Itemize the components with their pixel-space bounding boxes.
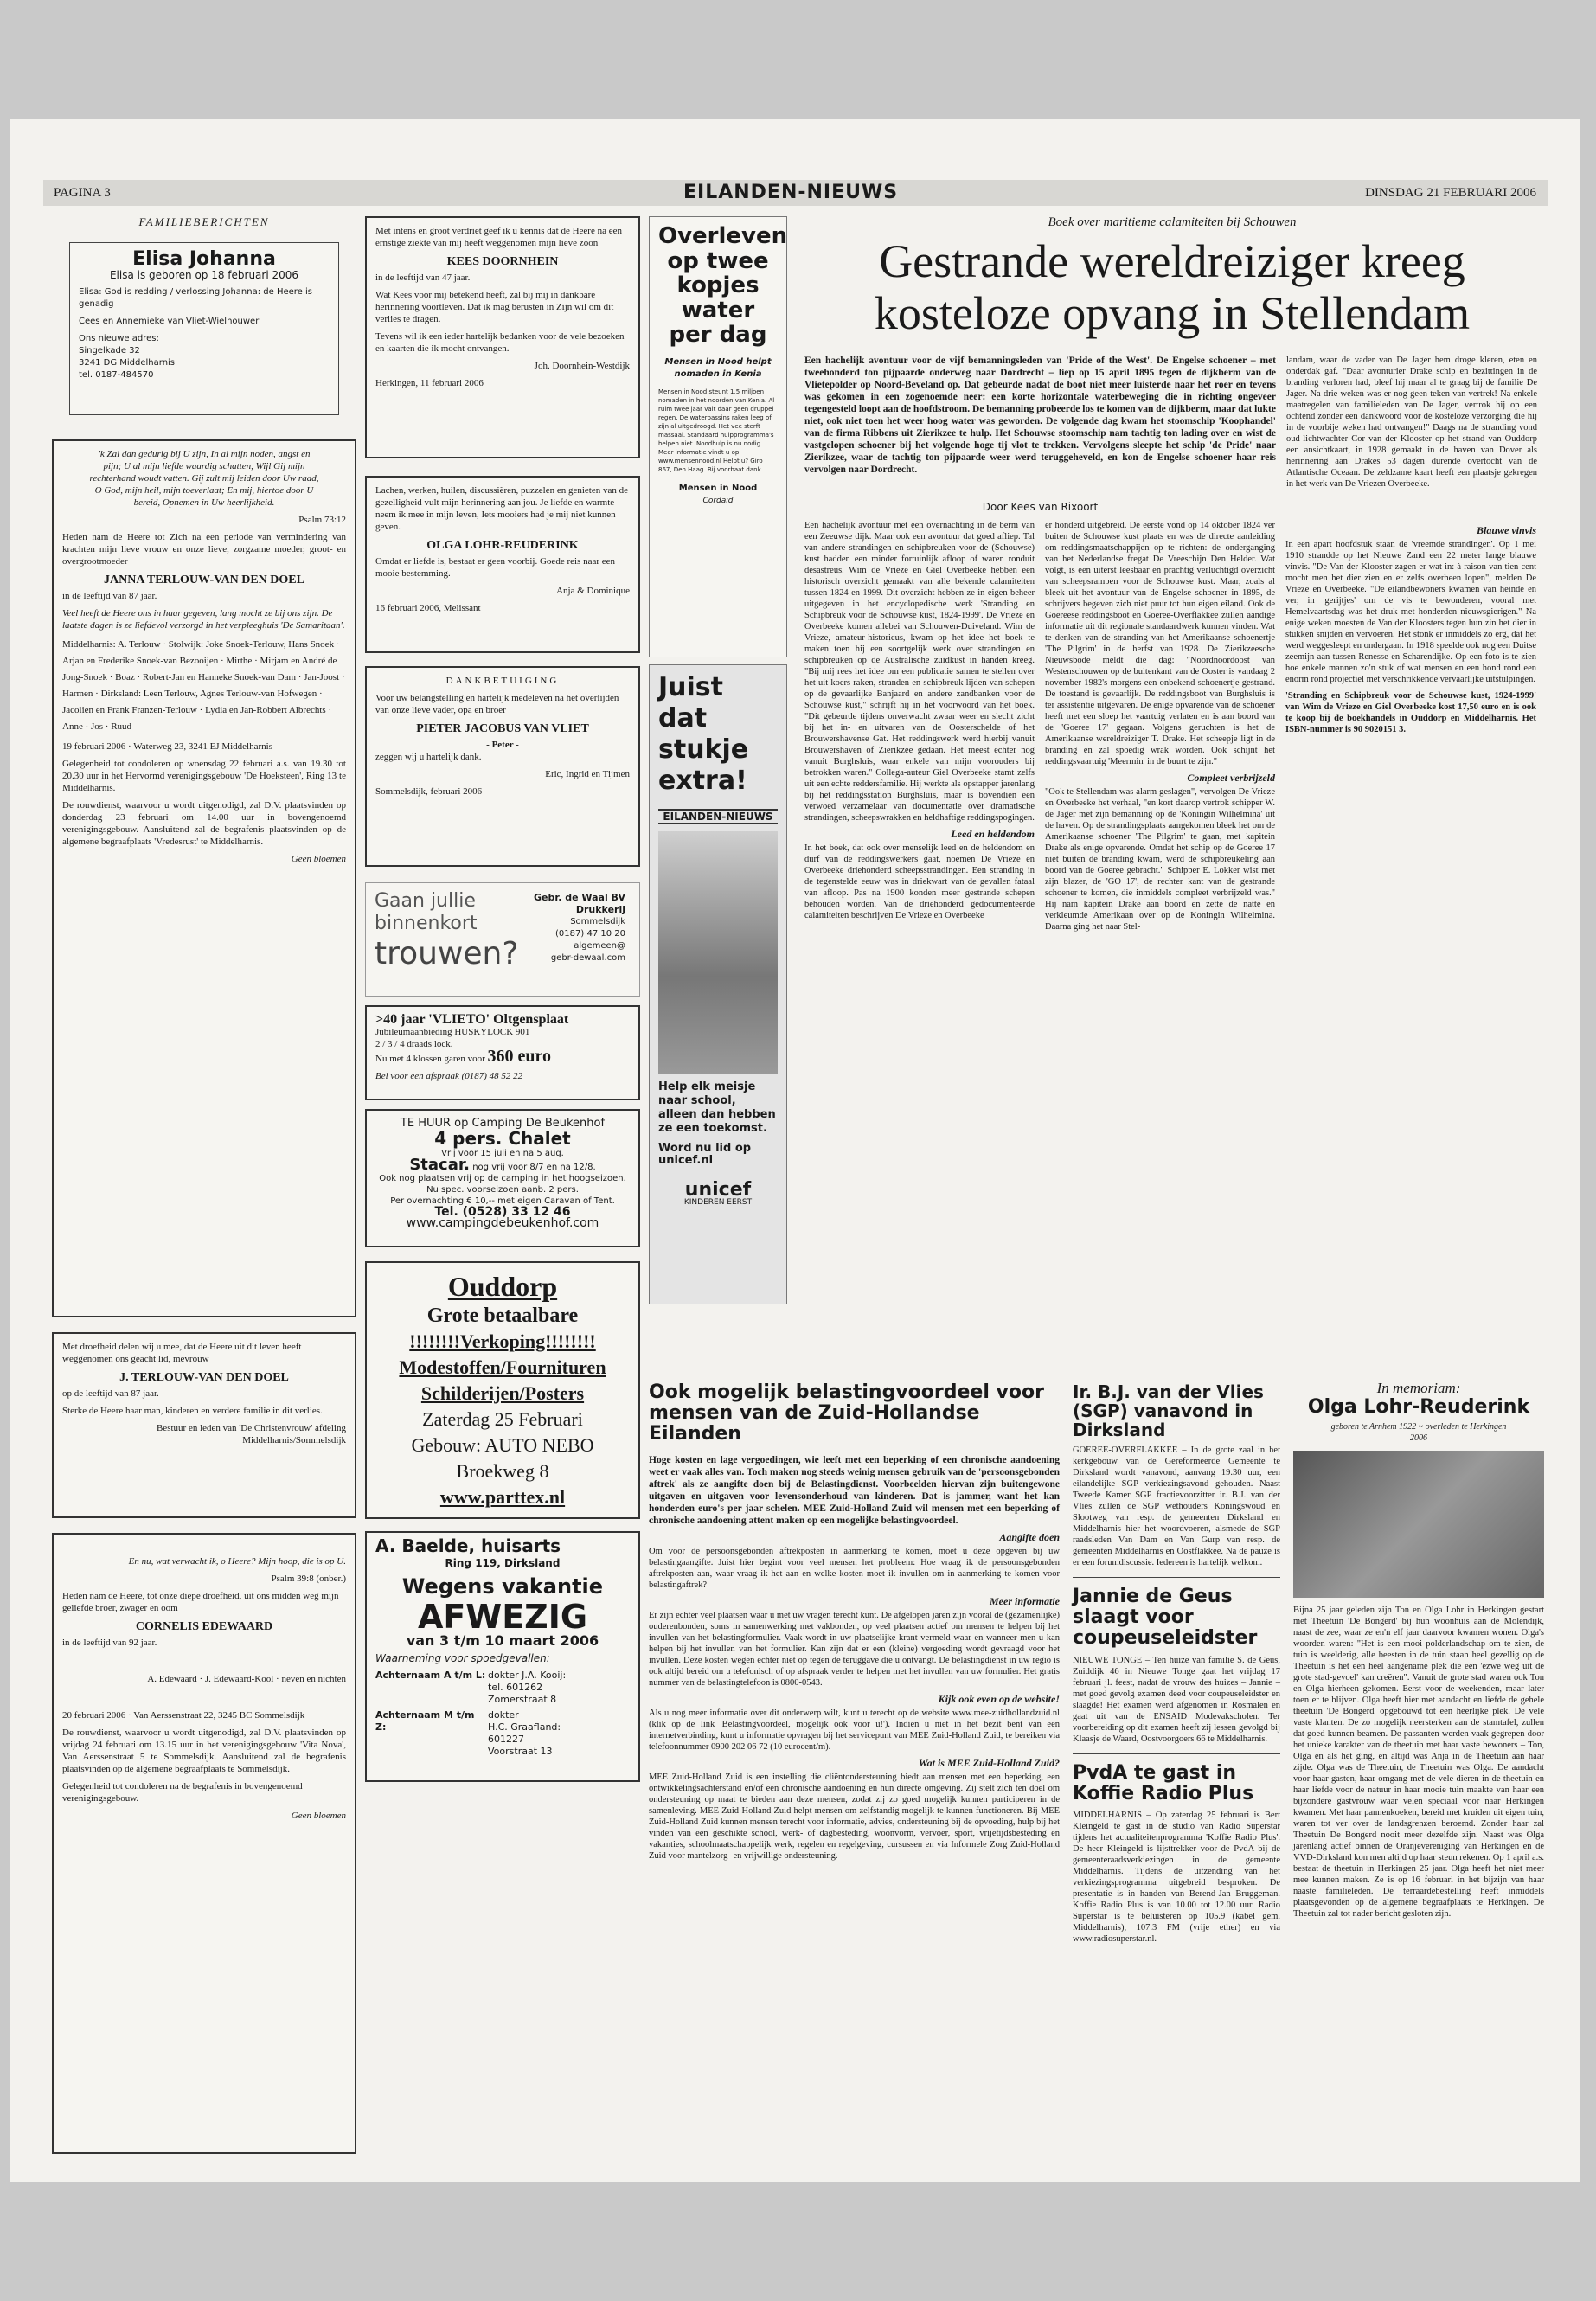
drukkerij-mail2: gebr-dewaal.com <box>550 953 625 963</box>
doornhein-age: in de leeftijd van 47 jaar. <box>375 272 471 283</box>
doornhein-date: Herkingen, 11 februari 2006 <box>375 378 484 388</box>
camping-line4: Per overnachting € 10,-- met eigen Caravan of Tent. <box>390 1196 615 1206</box>
vlieto-line2: 2 / 3 / 4 draads lock. <box>375 1039 453 1049</box>
obituary-christenvrouw <box>52 1332 356 1518</box>
ouddorp-line7: Broekweg 8 <box>456 1460 549 1482</box>
article-lead-row <box>804 355 1540 490</box>
notice-intro: Met droefheid delen wij u mee, dat de Heere uit dit leven heeft weggenomen ons geacht lid, mevrouw <box>62 1342 302 1364</box>
tax-sub3: Kijk ook even op de website! <box>938 1692 1060 1705</box>
sgp-headline: Ir. B.J. van der Vlies (SGP) vanavond in Dirksland <box>1073 1381 1264 1440</box>
thanks-name: PIETER JACOBUS VAN VLIET <box>416 722 589 735</box>
ad-unicef <box>649 664 787 1304</box>
ad-kenia <box>649 216 787 657</box>
obituary-lohr <box>365 476 640 653</box>
memoriam-column <box>1293 1382 1544 2144</box>
obituary-terlouw <box>52 439 356 1317</box>
thanks-notice <box>365 666 640 867</box>
article-body <box>804 520 1540 938</box>
kenia-body: Mensen in Nood steunt 1,5 miljoen nomaden in het noorden van Kenia. Al ruim twee jaar valt daar geen druppel regen. De waterbassins raken leeg of zijn al uitgedroogd. Het vee sterft massaal. Standaard hulpprogramma's helpen niet. Noodhulp is nu nodig. Meer informatie vindt u op www.mensennood.nl Helpt u? Giro 867, Den Haag. Bij voorbaat dank. <box>658 388 775 473</box>
vlieto-phone: Bel voor een afspraak (0187) 48 52 22 <box>375 1071 523 1081</box>
baelde-row2-title: dokter <box>488 1709 519 1721</box>
obituary-age: in de leeftijd van 87 jaar. <box>62 591 157 601</box>
doornhein-p2: Tevens wil ik een ieder hartelijk bedanken voor de vele bezoeken en kaarten die ik mocht ontvangen. <box>375 331 625 354</box>
col2-text-b: "Ook te Stellendam was alarm geslagen", vervolgen De Vrieze en Overbeeke het verhaal, "en kort daarop vertrok schipper W. de Jager met zijn bemanning op de 'Koningin Wilhelmina' uit de haven. Op de strandingsplaats aangekomen bleek het om de Amerikaanse schoener 'The Pilgrim' te gaan, met kapitein Drake als enige opvarende. Omdat het schip op de Goeree 17 niet buiten de branding kwam, werd de schipbreukeling aan boord van de Goeree gebracht." Schipper E. Lokker wist met zijn blazer, de 'GO 17', de rechter kant van de gestrande schoener te komen, die inmiddels compleet verbrijzeld was." Hij nam kapitein Drake aan boord en zette de natte en verkleumde Amerikaan over op de Koningin Wilhelmina. Daarna ging het naar Stel- <box>1045 787 1275 932</box>
pvda-headline: PvdA te gast in Koffie Radio Plus <box>1073 1761 1254 1804</box>
baelde-row2-label: Achternaam M t/m Z: <box>375 1709 475 1733</box>
birth-date: Elisa is geboren op 18 februari 2006 <box>109 269 299 281</box>
obituary-family-list: Middelharnis: A. Terlouw · Stolwijk: Joke Snoek-Terlouw, Hans Snoek · Arjan en Frederike Snoek-van Bezooijen · Mirthe · Mirjam en André de Jong-Snoek · Boaz · Robert-Jan en Hanneke Snoek-van Dam · Jan-Joost · Harmen · Dirksland: Leen Terlouw, Agnes Terlouw-van Hofwegen · Jacolien en Frank Franzen-Terlouw · Lydia en Jan-Robbert Albrechts · Anne · Jos · Ruud <box>62 639 345 732</box>
tax-sub4: Wat is MEE Zuid-Holland Zuid? <box>918 1756 1060 1769</box>
tax-headline: Ook mogelijk belastingvoordeel voor mensen van de Zuid-Hollandse Eilanden <box>649 1381 1044 1445</box>
obituary-intro: Heden nam de Heere tot Zich na een periode van vermindering van krachten mijn lieve vrouw en onze lieve, zorgzame moeder, groot- en overgrootmoeder <box>62 532 346 567</box>
charity-ads-column <box>649 216 787 1306</box>
tax-sub2: Meer informatie <box>990 1594 1060 1607</box>
obituary-name: JANNA TERLOUW-VAN DEN DOEL <box>104 574 304 586</box>
short-news-column <box>1073 1382 1280 2144</box>
baelde-row1 <box>375 1670 630 1706</box>
thanks-nickname: - Peter - <box>486 740 519 750</box>
camping-line1: Vrij voor 15 juli en na 5 aug. <box>441 1149 564 1158</box>
drukkerij-tel: (0187) 47 10 20 <box>555 929 625 939</box>
baelde-row1-doctor: dokter J.A. Kooij: <box>488 1670 567 1681</box>
ad-camping <box>365 1109 640 1247</box>
drukkerij-name: Gebr. de Waal BV Drukkerij <box>533 892 625 915</box>
tax-p1: Om voor de persoonsgebonden aftrekposten in aanmerking te komen, moet u deze opgeven bij uw belastingaangifte. Juist hier begint voor veel mensen het probleem: Hoe vraag ik de persoonsgebonden aftrekposten aan, waar vraag ik het aan en welke kosten moet ik invullen om in aanmerking te komen voor belastingaftrek? <box>649 1546 1060 1590</box>
section-title: FAMILIEBERICHTEN <box>138 215 270 228</box>
lohr-intro: Lachen, werken, huilen, discussiëren, puzzelen en genieten van de gezelligheid vult mijn herinnering aan jou. Je liefde en warmte neem ik mee in mijn leven, Iets mooiers had je mij niet kunnen geven. <box>375 485 628 532</box>
vlieto-line1: Jubileumaanbieding HUSKYLOCK 901 <box>375 1027 530 1037</box>
obituary-doornhein <box>365 216 640 458</box>
edewaard-signers: A. Edewaard · J. Edewaard-Kool · neven en nichten <box>147 1674 346 1684</box>
edewaard-footer: Geen bloemen <box>291 1811 346 1821</box>
tax-lead: Hoge kosten en lage vergoedingen, wie leeft met een beperking of een chronische aandoening weet er vaak alles van. Toch maken nog steeds weinig mensen gebruik van de 'persoonsgebonden aftrek' als ze aangifte doen bij de Belastingdienst. Voorbeelden hiervan zijn buitengewone uitgaven en uitgaven voor levensonderhoud van kinderen. Dat is jammer, want het kan honderden euro's per jaar schelen. MEE Zuid-Holland Zuid wil mensen met een beperking of chronische aandoening attent maken op een mogelijke belastingvoordeel. <box>649 1454 1060 1526</box>
birth-verse: Elisa: God is redding / verlossing Johanna: de Heere is genadig <box>79 287 312 309</box>
unicef-cta[interactable]: Word nu lid op unicef.nl <box>658 1142 752 1167</box>
obituary-psalm: Psalm 73:12 <box>298 515 346 525</box>
kenia-org2: Cordaid <box>702 496 734 505</box>
unicef-logo: unicef <box>684 1179 752 1201</box>
kenia-subtitle: Mensen in Nood helpt nomaden in Kenia <box>664 356 772 379</box>
birth-address-label: Ons nieuwe adres: <box>79 334 159 343</box>
family-notices-column <box>52 216 356 2154</box>
unicef-text: Help elk meisje naar school, alleen dan hebben ze een toekomst. <box>658 1080 776 1135</box>
memoriam-name: Olga Lohr-Reuderink <box>1307 1396 1530 1418</box>
lohr-name: OLGA LOHR-REUDERINK <box>426 539 579 552</box>
thanks-line: zeggen wij u hartelijk dank. <box>375 752 482 762</box>
girl-photo <box>658 831 778 1074</box>
birth-phone: tel. 0187-484570 <box>79 370 154 380</box>
doornhein-name: KEES DOORNHEIN <box>446 255 559 268</box>
tax-p2: Er zijn echter veel plaatsen waar u met uw vragen terecht kunt. De afgelopen jaren zijn vooral de (gezamenlijke) ouderenbonden, soms in samenwerking met vakbonden, op veel plaatsen actief om mensen te helpen bij het invullen van het belastingformulier. Vaak wordt in uw plaatselijke krant vermeld waar en wanneer men u kan helpen bij het invullen van het formulier. Kan zijn dat er een (kleine) vergoeding wordt gevraagd voor het invullen. Deze kosten wegen echter niet op tegen de teruggave die u ontvangt. De belastingdienst in uw regio is ook altijd bereid om u telefonisch of op afspraak verder te helpen met het invullen van uw formulier. Het gratis nummer van de belastingtelefoon is 0800-0543. <box>649 1610 1060 1688</box>
portrait-photo <box>1293 1451 1544 1598</box>
camping-url[interactable]: www.campingdebeukenhof.com <box>406 1216 599 1230</box>
doornhein-intro: Met intens en groot verdriet geef ik u kennis dat de Heere na een ernstige ziekte van mij heeft weggenomen mijn lieve zoon <box>375 226 622 248</box>
ad-drukkerij <box>365 882 640 997</box>
edewaard-psalm: Psalm 39:8 (onber.) <box>271 1574 346 1584</box>
ouddorp-line6: Gebouw: AUTO NEBO <box>411 1434 594 1456</box>
baelde-row2 <box>375 1709 630 1758</box>
camping-title: TE HUUR op Camping De Beukenhof <box>400 1117 606 1130</box>
camping-stacar: Stacar. <box>409 1156 471 1174</box>
baelde-dates: van 3 t/m 10 maart 2006 <box>406 1632 599 1649</box>
birth-city: 3241 DG Middelharnis <box>79 358 176 368</box>
sgp-text: GOEREE-OVERFLAKKEE – In de grote zaal in het kerkgebouw van de Gereformeerde Gemeente te Dirksland wordt vanavond, aanvang 19.30 uur, een eilandelijke SGP verkiezingsavond gehouden. Naast Tweede Kamer SGP fractievoorzitter ir. B.J. van der Vlies zullen de SGP wethouders Koningswoud en Slootweg van resp. de gemeenten Dirksland en Middelharnis hier het woordvoeren, alsmede de SGP raadsleden Van Dam en Van Gurp van resp. de gemeenten Middelharnis en Oostflakkee. Na de pauze is er een forumdiscussie. Iedereen is hartelijk welkom. <box>1073 1445 1280 1567</box>
ouddorp-line3: Modestoffen/Fournituren <box>399 1356 606 1378</box>
drukkerij-contact <box>530 892 625 965</box>
col3-subhead: Blauwe vinvis <box>1476 524 1536 536</box>
obituary-poem: 'k Zal dan gedurig bij U zijn, In al mijn noden, angst en pijn; U al mijn liefde waardig schatten, Wijl Gij mijn rechterhand woudt vatten. Gij zult mij leiden door Uw raad, O God, mijn heil, mijn toeverlaat; En mij, hiertoe door U bereid, Opnemen in Uw heerlijkheid. <box>89 449 319 508</box>
col1-text: Een hachelijk avontuur met een overnachting in de berm van een Zeeuwse dijk. Maar ook een avontuur dat goed afliep. Tal van andere strandingen en schipbreuken voor de (Schouwse) kust hadden een minder fortuinlijk afloop of waren ronduit desastreus. Wim de Vrieze en Giel Overbeeke hebben een historisch overzicht gemaakt van alle bekende calamiteiten tussen 1824 en 1999. Dit overzicht hebben ze in eigen beheer uitgegeven in het encyclopedische werk 'Stranding en Schipbreuk voor de Schouwse kust, 1824-1999'. De Vrieze en Overbeeke komen allebei van Schouwen-Duiveland. Wim de Vrieze, amateur-historicus, kwam op het idee het boek te maken toen hij een soortgelijk werk over strandingen en schipbreuken op de Australische zuidkust in handen kreeg. "Bij mij rees het idee om een publicatie samen te stellen over het uit koers raken, stranden en schipbreuk lijden van schepen op de gevaarlijke Banjaard en andere zandbanken voor de Schouwse kust," schrijft hij in het voorwoord van het boek. "Dit gebeurde tijdens onverwacht zwaar weer en slecht zicht bij het in- en uitvaren van de Oosterschelde of het Brouwershavense Gat. Het reddingswerk werd hierbij vanuit Brouwershaven of Zierikzee gedaan. Het meest echter nog vanuit Burghsluis, waar enkele van mijn voorouders bij betrokken waren." Collega-auteur Giel Overbeeke stamt zelfs uit een echte reddersfamilie. Hij werkte als opstapper jarenlang bij het reddingsstation Burghsluis, maar is bovendien een verwoed verzamelaar van documentatie over dramatische strandingen, scheepswrakken en heldhaftige reddingspogingen. <box>804 521 1035 823</box>
obituary-service: De rouwdienst, waarvoor u wordt uitgenodigd, zal D.V. plaatsvinden op donderdag 23 februari om 14.00 uur in bovengenoemd verenigingsgebouw. Aansluitend zal de begrafenis plaatsvinden op de algemene begraafplaats 'Vredesrust' te Middelharnis. <box>62 800 346 847</box>
obituary-footer: Geen bloemen <box>291 854 346 864</box>
baelde-row1-street: Zomerstraat 8 <box>488 1694 557 1705</box>
newspaper-page <box>10 119 1580 2182</box>
notice-age: op de leeftijd van 87 jaar. <box>62 1388 159 1399</box>
baelde-row1-label: Achternaam A t/m L: <box>375 1670 486 1681</box>
kenia-title: Overleven op twee kopjes water per dag <box>658 223 788 349</box>
article-col3 <box>1285 520 1536 938</box>
notice-name: J. TERLOUW-VAN DEN DOEL <box>119 1371 289 1384</box>
article-lead-right: landam, waar de vader van De Jager hem droge kleren, eten en onderdak gaf. "Daar avonturier Drake schip en bezittingen in de branding verloren had, bleef hij maar al te graag bij de familie De Jager. Na drie weken was er nog geen teken van vertrek! Na enkele maatregelen van familieleden van De Jager, vertrok hij op een ochtend zonder een dankwoord voor de kosteloze verzorging die hij in de voorbije weken had ontvangen!" Daags na de stranding vond oud-lichtwachter Cor van der Klooster op het strand van Ouddorp een ansichtkaart, in 1928 gemaakt in de haven van Dover als herinnering aan Drakes 53 dagen durende overtocht van de Atlantische Oceaan. De zeldzame kaart heeft een plaatsje gekregen in het werk van De Vriezen Overbeeke. <box>1286 356 1537 489</box>
lohr-text: Omdat er liefde is, bestaat er geen voorbij. Goede reis naar een mooie bestemming. <box>375 556 616 579</box>
article-kicker: Boek over maritieme calamiteiten bij Schouwen <box>1048 215 1297 229</box>
book-info: 'Stranding en Schipbreuk voor de Schouwse kust, 1924-1999' van Wim de Vrieze en Giel Overbeeke kost 17,50 euro en is ook te koop bij de boekhandels in Ouddorp en Middelharnis. Het ISBN-nummer is 90 9020151 3. <box>1285 691 1536 734</box>
ouddorp-title: Ouddorp <box>447 1271 558 1302</box>
col1-subhead: Leed en heldendom <box>951 828 1035 840</box>
edewaard-verse: En nu, wat verwacht ik, o Heere? Mijn hoop, die is op U. <box>128 1556 346 1567</box>
drukkerij-mail1: algemeen@ <box>574 941 625 951</box>
article-headline-2: kosteloze opvang in Stellendam <box>874 287 1471 339</box>
baelde-row2-street: Voorstraat 13 <box>488 1746 553 1757</box>
tax-p4: MEE Zuid-Holland Zuid is een instelling die cliëntondersteuning biedt aan mensen met een beperking, een ontwikkelingsachterstand en/of een chronische aandoening en hun directe omgeving. Zij stelt zich ten doel om ondersteuning op maat te bieden aan deze mensen, zodat zij zo goed mogelijk kunnen participeren in de samenleving. MEE Zuid-Holland Zuid helpt mensen om zelfstandig mogelijk te kunnen functioneren. Bij MEE Zuid-Holland Zuid kunnen mensen terecht voor informatie, advies, ondersteuning bij de opvoeding, hulp bij het vinden van een geschikte school, werk- of dagbesteding, woonvorm, vervoer, sport, vrijetijdsbesteding en vakanties, schoolmaatschappelijk werk, regelen en regelgeving, cursussen en via Informele Zorg Zuid-Holland Zuid voor mantelzorg- en vrijwillige ondersteuning. <box>649 1772 1060 1861</box>
camping-phone: Tel. (0528) 33 12 46 <box>434 1205 571 1219</box>
page-number: PAGINA 3 <box>54 186 111 200</box>
ouddorp-line2: !!!!!!!!Verkoping!!!!!!!! <box>409 1330 596 1352</box>
baelde-title: A. Baelde, huisarts <box>375 1535 561 1556</box>
vlieto-price: 360 euro <box>487 1047 552 1066</box>
edewaard-date-address: 20 februari 2006 · Van Aerssenstraat 22, 3245 BC Sommelsdijk <box>62 1710 305 1721</box>
obituary-date-address: 19 februari 2006 · Waterweg 23, 3241 EJ Middelharnis <box>62 741 272 752</box>
ouddorp-line1: Grote betaalbare <box>426 1304 579 1327</box>
main-article <box>804 216 1540 1367</box>
notice-sign: Bestuur en leden van 'De Christenvrouw' afdeling Middelharnis/Sommelsdijk <box>156 1423 346 1445</box>
issue-date: DINSDAG 21 FEBRUARI 2006 <box>1365 186 1536 200</box>
col1-text-b: In het boek, dat ook over menselijk leed en de heldendom en durf van de reddingswerkers gaat, noemen De Vrieze en Overbeeke driehonderd scheepsstrandingen. Een stranding in de tegenstelde eeuw was in driekwart van de gevallen fataal van afloop. Pas na 1900 konden meer gestrande schepen behouden worden. Van de driehonderd gedocumenteerde calamiteiten beschrijven De Vrieze en Overbeeke <box>804 843 1035 920</box>
camping-chalet: 4 pers. Chalet <box>434 1128 571 1149</box>
thanks-date: Sommelsdijk, februari 2006 <box>375 786 483 797</box>
edewaard-age: in de leeftijd van 92 jaar. <box>62 1638 157 1648</box>
tax-p3: Als u nog meer informatie over dit onderwerp wilt, kunt u terecht op de website www.mee-zuidhollandzuid.nl (klik op de link 'Belastingvoordeel, mogelijk ook voor u!'). Indien u niet in het bezit bent van een internetverbinding, kunt u informatie opvragen bij het servicepunt van MEE Zuid-Holland Zuid, te bereiken via telefoonnummer 0900 202 06 72 (10 eurocent/m). <box>649 1708 1060 1752</box>
col2-subhead: Compleet verbrijzeld <box>1187 772 1275 784</box>
middle-notices-column <box>365 216 640 2154</box>
article-col2 <box>1045 520 1275 938</box>
lohr-sign: Anja & Dominique <box>556 586 630 596</box>
vlieto-line3: Nu met 4 klossen garen voor <box>375 1054 485 1064</box>
doornhein-sign: Joh. Doornhein-Westdijk <box>534 361 630 371</box>
notice-text: Sterke de Heere haar man, kinderen en verdere familie in dit verlies. <box>62 1406 323 1416</box>
ouddorp-url[interactable]: www.parttex.nl <box>439 1486 566 1508</box>
geus-text: NIEUWE TONGE – Ten huize van familie S. de Geus, Zuiddijk 46 in Nieuwe Tonge gaat het vrijdag 17 februari jl. feest, nadat de vrouw des huizes – Jannie – met goed gevolg examen deed voor coupeuseleidster en slaagde! Het examen werd afgenomen in Rosmalen en gaat uit van de ENSAID Modevakscholen. Ter voorbereiding op dit examen heeft zij lessen gevolgd bij Klaasje de Waard, Oostvoorgoers 66 te Middelharnis. <box>1073 1655 1280 1744</box>
birth-street: Singelkade 32 <box>79 346 140 356</box>
pvda-text: MIDDELHARNIS – Op zaterdag 25 februari is Bert Kleingeld te gast in de studio van Radio Superstar tijdens het actualiteitenprogramma 'Koffie Radio Plus'. De heer Kleingeld is lijsttrekker voor de PvdA bij de gemeenteraadsverkiezingen in de gemeente Middelharnis. Tijdens de uitzending van het verkiezingsprogramma uitgebreid besproken. De presentatie is in handen van Berend-Jan Bruggeman. Koffie Radio Plus is van 10.00 tot 12.00 uur. Radio Superstar is te beluisteren op 105.9 (kabel gem. Middelharnis), 107.3 FM (vrije ether) en via www.radiosuperstar.nl. <box>1073 1810 1280 1944</box>
baelde-replacement: Waarneming voor spoedgevallen: <box>375 1652 550 1664</box>
edewaard-service: De rouwdienst, waarvoor u wordt uitgenodigd, zal D.V. plaatsvinden op vrijdag 24 februari om 13.15 uur in het verenigingsgebouw 'Vita Nova', Van Aerssenstraat 5 te Sommelsdijk. Aansluitend zal de begrafenis plaatsvinden op de algemene begraafplaats te Sommelsdijk. <box>62 1727 346 1774</box>
camping-line2: Ook nog plaatsen vrij op de camping in het hoogseizoen. <box>379 1174 626 1183</box>
ouddorp-line5: Zaterdag 25 Februari <box>422 1408 583 1430</box>
baelde-row2-doctor: H.C. Graafland: <box>488 1721 561 1733</box>
edewaard-intro: Heden nam de Heere, tot onze diepe droefheid, uit ons midden weg mijn geliefde broer, zwager en oom <box>62 1591 339 1613</box>
thanks-title: DANKBETUIGING <box>445 676 560 686</box>
baelde-line1: Wegens vakantie <box>401 1574 604 1599</box>
obituary-edewaard <box>52 1533 356 2154</box>
edewaard-condolence: Gelegenheid tot condoleren na de begrafenis in bovengenoemd verenigingsgebouw. <box>62 1781 303 1804</box>
obituary-italic: Veel heeft de Heere ons in haar gegeven, lang mocht ze bij ons zijn. De laatste dagen is ze liefdevol verzorgd in het verpleeghuis 'De Samaritaan'. <box>62 608 345 631</box>
col2-text: er honderd uitgebreid. De eerste vond op 14 oktober 1824 ver buiten de Schouwse kust plaats en was de directe aanleiding om reddingsmaatschappijen op te richten: de onderganging van het Nederlandse fregat De Vreeschijn Den Helder. Wat volgt, is een uiterst leesbaar en prachtig verluchtigd overzicht van scheepsrampen voor de Schouwse kust. Maar, zoals al bleek uit het avontuur van de Engelse schoener in 1895, de schrijvers begeven zich niet puur tot hun eigen eiland. Ook de Goereese reddingsboot en Goeree-Overflakkee zullen aandige informatie uit dit regionale standaardwerk kunnen vinden. Wat te denken van de stranding van het Amerikaanse schoenertje 'The Pilgrim' in de herfst van 1928. De Zierikzeesche Nieuwsbode meldt die dag: "Noordnoordoost van Westenschouwen op de buitenkant van de Ooster is vandaag 2 november 1982's morgens een onbekend schoenertje gestrand. De toestand is gevaarlijk. De reddingsboot van Burghsluis is ter assistentie uitgevaren. De enige opvarende van de schoener heeft met een sloep het vaartuig verlaten en is aan boord van de 'Goeree 17' gegaan. Volgens geruchten is het de Amerikaanse wereldreiziger T. Drake. Het scheepje ligt in de branding en zal spoedig wrak worden. Ook schijnt het reddingsvaartuig 'Meermin' in de buurt te zijn." <box>1045 521 1275 766</box>
memoriam-dates: geboren te Arnhem 1922 ~ overleden te Herkingen 2006 <box>1330 1422 1507 1444</box>
ouddorp-line4: Schilderijen/Posters <box>420 1382 585 1404</box>
edewaard-name: CORNELIS EDEWAARD <box>135 1620 273 1633</box>
tax-sub1: Aangifte doen <box>999 1530 1060 1543</box>
camping-stacar-text: nog vrij voor 8/7 en na 12/8. <box>472 1163 596 1172</box>
article-col1 <box>804 520 1035 938</box>
kenia-org: Mensen in Nood <box>678 483 758 493</box>
memoriam-text: Bijna 25 jaar geleden zijn Ton en Olga Lohr in Herkingen gestart met Theetuin 'De Bongerd' bij hun woonhuis aan de Molendijk, naast de zee, waar ze en'n elf jaar daarvoor kwamen wonen. Olga's woorden waren: "Het is een mooi polderlandschap om te zien, de tuin is weelderig, alle beesten in de tuin staan heel gezellig op de Theetuin is het een heel aangename plek die een 'ezwe weg uit de grote stad-gevoel' kan creëren". Vanuit de grote stad waren ook Ton en Olga hierheen gekomen. Eerst voor de weekenden, maar later toen er te blijven. Olga heeft hier met aandacht en liefde de gehele theetuin 'De Bongerd' opgebouwd tot een heerlijke plek. De vele vaste klanten. De zo mogelijk neersterken aan de stamtafel, zullen dat goed kunnen beamen. De passanten werden vaak gegrepen door het unieke karakter van de theetuin met haar vaste bewoners – Ton, Olga en als het ging, en altijd was Anja in de Theetuin aan haar zijde. Olga was de Theetuin, de Theetuin was Olga. De aandacht voor haar gasten, haar omgang met de vele dieren in de theetuin en haar liefde voor de natuur in haar mooie tuin maakte van haar een bijzondere gastvrouw waar velen speciaal voor naar Herkingen kwamen. Met haar pannenkoeken, bereid met kruiden uit eigen tuin, waren tot ver over de landsgrenzen beroemd. Zonder haar zal Theetuin De Bongerd nooit meer dezelfde zijn. Naast was Olga jarenlang actief binnen de Oranjevereniging van Herkingen en de VVD-Dirksland kon men altijd op haar steun rekenen. Op 1 april a.s. bestaat de theetuin in Herkingen 25 jaar. Olga heeft het niet meer mee kunnen maken. Ze is op 16 februari in het bijzijn van haar naaste familieleden. De terraardebestelling heeft inmiddels plaatsgevonden op de algemene begraafplaats te Herkingen. De Theetuin zal tot nader bericht gesloten zijn. <box>1293 1606 1544 1920</box>
geus-headline: Jannie de Geus slaagt voor coupeuseleidster <box>1073 1586 1258 1650</box>
birth-notice <box>69 242 339 415</box>
ad-ouddorp <box>365 1261 640 1519</box>
baelde-row1-phone: tel. 601262 <box>488 1682 543 1693</box>
ad-baelde <box>365 1531 640 1782</box>
drukkerij-place: Sommelsdijk <box>570 917 625 926</box>
tax-article <box>649 1382 1060 2144</box>
article-headline-1: Gestrande wereldreiziger kreeg <box>879 235 1465 287</box>
birth-name: Elisa Johanna <box>132 248 276 270</box>
memoriam-title: In memoriam: <box>1376 1380 1461 1396</box>
drukkerij-line1: Gaan jullie <box>375 890 476 912</box>
col3-text: In een apart hoofdstuk staan de 'vreemde strandingen'. Op 1 mei 1910 strandde op het Nieuwe Zand een 22 meter lange blauwe vinvis. "De Van der Klooster zagen er wat in: à raison van tien cent mocht men het dier zien en er zelfs overheen lopen", melden De Vrieze en Overbeeke. "De eilandbewoners kwamen van heinde en ver, in 'gerijtjes' om de vis te bewonderen, vooral met Hemelvaartsdag was het druk met honderden nieuwsgierigen." Na enige weken moesten de Van der Kloosters tegen hun zin het dier in stukken snijden en vervoeren. Het stonk er inmiddels zo erg, dat het werd weggesleept en ondergaan. In 1918 speelde ook nog een Duitse zeemijn aan tussen Renesse en Scharendijke. Op een foto is te zien hoe enkele mannen zo'n stuk of wat mensen en een hond rond een enorm rond projectiel met verschrikkende vervaarlijke uitstulpingen. <box>1285 540 1536 684</box>
lohr-date: 16 februari 2006, Melissant <box>375 603 481 613</box>
obituary-condolence: Gelegenheid tot condoleren op woensdag 22 februari a.s. van 19.30 tot 20.30 uur in het Hervormd verenigingsgebouw 'De Hoeksteen', Ring 13 te Middelharnis. <box>62 759 346 793</box>
baelde-absent: AFWEZIG <box>417 1598 588 1636</box>
baelde-address: Ring 119, Dirksland <box>445 1557 561 1569</box>
drukkerij-line2: binnenkort <box>375 913 478 934</box>
page-header <box>43 180 1548 206</box>
birth-parents: Cees en Annemieke van Vliet-Wielhouwer <box>79 317 260 326</box>
thanks-text: Voor uw belangstelling en hartelijk medeleven na het overlijden van onze lieve vader, opa en broer <box>375 693 619 715</box>
drukkerij-big: trouwen? <box>375 936 519 971</box>
baelde-row2-phone: 601227 <box>488 1734 524 1745</box>
article-lead: Een hachelijk avontuur voor de vijf bemanningsleden van 'Pride of the West'. De Engelse schoener – met tweehonderd ton pijpaarde onderweg naar Dordrecht – liep op 15 april 1895 tegen de dijkberm van de Vlietepolder op Noord-Beveland op. Dat gebeurde nadat de boot niet meer luisterde naar het roer en tevens was gekomen in een zogenoemde neer: een korte horizontale waterbeweging die in richting ongeveer tegengesteld loopt aan de hoofdstroom. De bemanning probeerde los te komen van de dijkberm, maar dat lukte niet, ook niet toen het weer hoog water was geworden. De volgende dag kwam het stoomschip 'Koophandel' van de firma Ribbens uit Zierikzee te hulp. Het Schouwse stoomschip nam tachtig ton lading over en wist de vastgelopen schoener bij het volgende hoge tij vlot te trekken. Vervolgens sleepte het schip 'de Pride' naar Zierikzee, waar de tachtig ton pijpaarde weer werd teruggeheveld, en kon de Engelse schoener haar reis vervolgen naar Dordrecht. <box>804 356 1276 475</box>
vlieto-title: >40 jaar 'VLIETO' Oltgensplaat <box>375 1012 569 1027</box>
unicef-top: Juist dat stukje extra! <box>658 672 749 796</box>
unicef-paper: EILANDEN-NIEUWS <box>658 809 778 824</box>
newspaper-logo: EILANDEN-NIEUWS <box>683 182 899 203</box>
ad-vlieto <box>365 1005 640 1100</box>
camping-line3: Nu spec. voorseizoen aanb. 2 pers. <box>426 1185 579 1195</box>
article-byline: Door Kees van Rixoort <box>804 497 1276 513</box>
thanks-sign: Eric, Ingrid en Tijmen <box>545 769 630 779</box>
unicef-tagline: KINDEREN EERST <box>683 1198 753 1207</box>
doornhein-p1: Wat Kees voor mij betekend heeft, zal bij mij in dankbare herinnering voortleven. Dat ik mag berusten in Zijn wil om dit verlies te dragen. <box>375 290 614 324</box>
